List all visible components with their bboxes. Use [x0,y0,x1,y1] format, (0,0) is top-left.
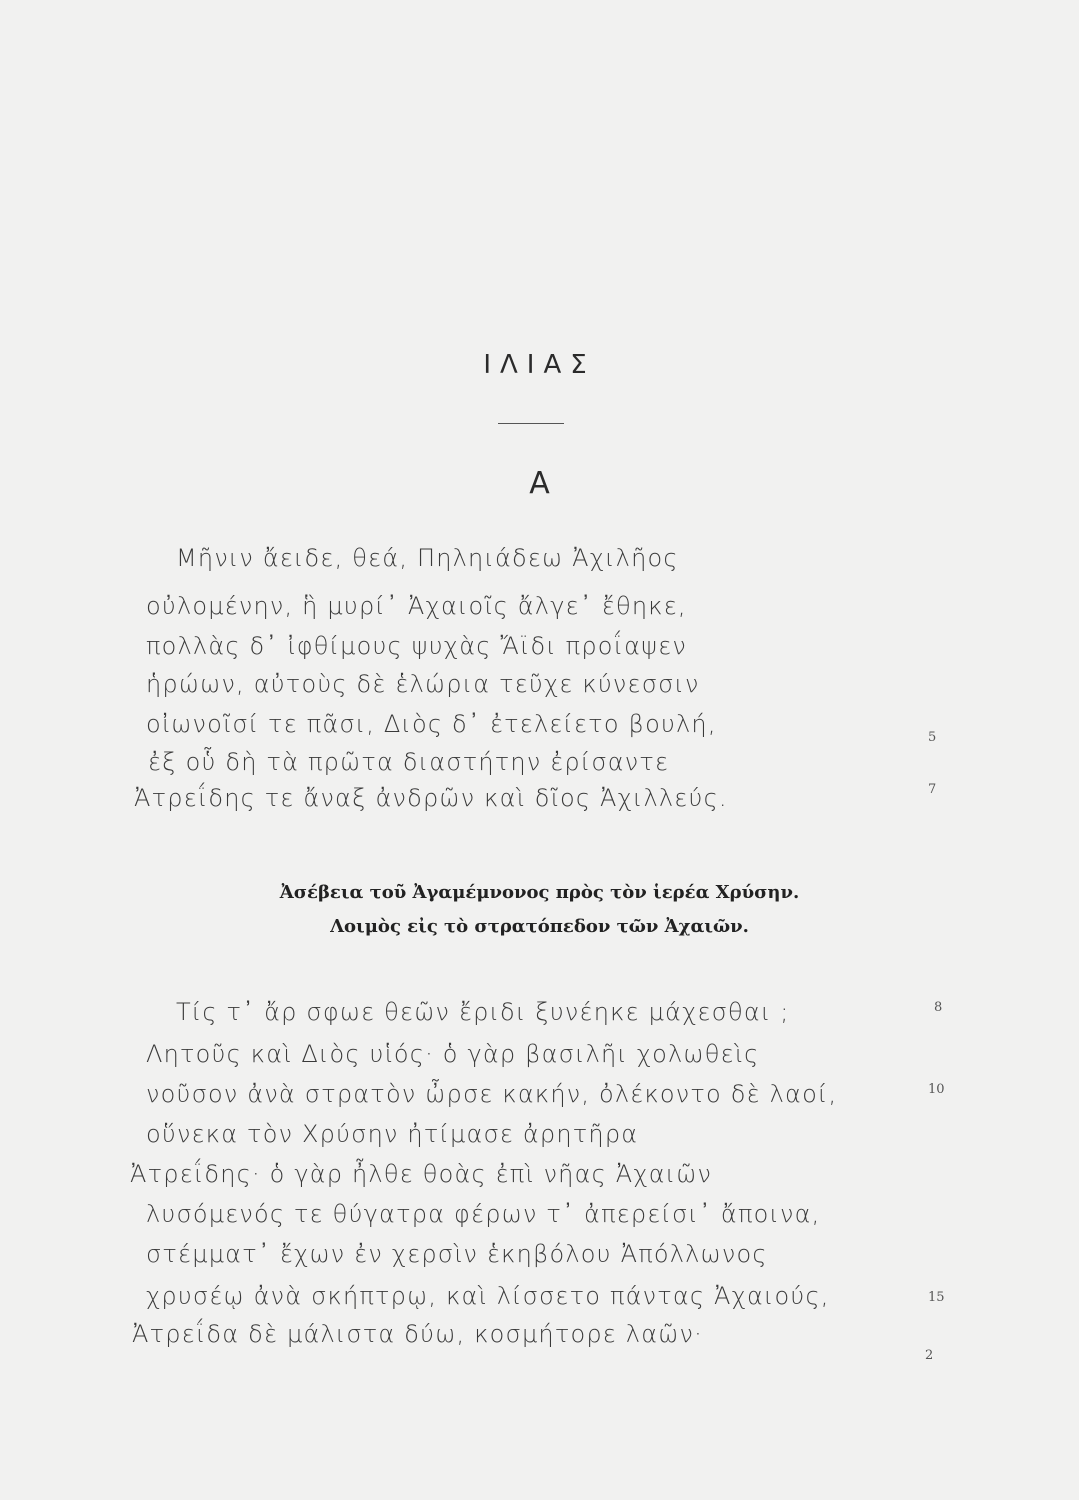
proem-line-5: οἰωνοῖσί τε πᾶσι, Διὸς δ᾽ ἐτελείετο βουλή, [146,710,717,738]
proem-line-1: Μῆνιν ἄειδε, θεά, Πηληιάδεω Ἀχιλῆος [176,544,679,572]
proem-line-2: οὐλομένην, ἣ μυρί᾽ Ἀχαιοῖς ἄλγε᾽ ἔθηκε, [146,592,687,620]
line-number: 15 [928,1290,945,1305]
proem-line-7: Ἀτρεΐδης τε ἄναξ ἀνδρῶν καὶ δῖος Ἀχιλλεύς. [134,784,728,812]
verse-line: χρυσέῳ ἀνὰ σκήπτρῳ, καὶ λίσσετο πάντας Ἀχαιούς, [146,1282,830,1310]
line-number: 7 [928,782,937,797]
verse-line: Ἀτρεΐδα δὲ μάλιστα δύω, κοσμήτορε λαῶν· [132,1320,703,1348]
proem-line-6: ἐξ οὗ δὴ τὰ πρῶτα διαστήτην ἐρίσαντε [148,748,670,776]
verse-line: Λητοῦς καὶ Διὸς υἱός· ὁ γὰρ βασιλῆι χολωθεὶς [146,1040,760,1068]
page-number: 2 [925,1348,934,1363]
page-title: ΙΛΙΑΣ [483,350,596,380]
verse-line: Τίς τ᾽ ἄρ σφωε θεῶν ἔριδι ξυνέηκε μάχεσθαι ; [176,998,790,1026]
line-number: 8 [934,1000,943,1015]
line-number: 5 [928,730,937,745]
title-divider [498,423,564,424]
line-number: 10 [928,1082,945,1097]
book-letter: Α [529,466,550,501]
proem-line-3: πολλὰς δ᾽ ἰφθίμους ψυχὰς Ἄϊδι προΐαψεν [146,632,687,660]
section-heading-line-1: Ἀσέβεια τοῦ Ἀγαμέμνονος πρὸς τὸν ἱερέα Χρύσην. [279,882,800,903]
section-heading-line-2: Λοιμὸς εἰς τὸ στρατόπεδον τῶν Ἀχαιῶν. [330,916,749,937]
verse-line: νοῦσον ἀνὰ στρατὸν ὦρσε κακήν, ὀλέκοντο δὲ λαοί, [146,1080,838,1108]
verse-line: στέμματ᾽ ἔχων ἐν χερσὶν ἑκηβόλου Ἀπόλλωνος [146,1240,768,1268]
verse-line: οὕνεκα τὸν Χρύσην ἠτίμασε ἀρητῆρα [146,1120,639,1148]
verse-line: λυσόμενός τε θύγατρα φέρων τ᾽ ἀπερείσι᾽ ἄποινα, [146,1200,821,1228]
verse-line: Ἀτρεΐδης· ὁ γὰρ ἦλθε θοὰς ἐπὶ νῆας Ἀχαιῶν [130,1160,713,1188]
proem-line-4: ἡρώων, αὐτοὺς δὲ ἑλώρια τεῦχε κύνεσσιν [146,670,700,698]
